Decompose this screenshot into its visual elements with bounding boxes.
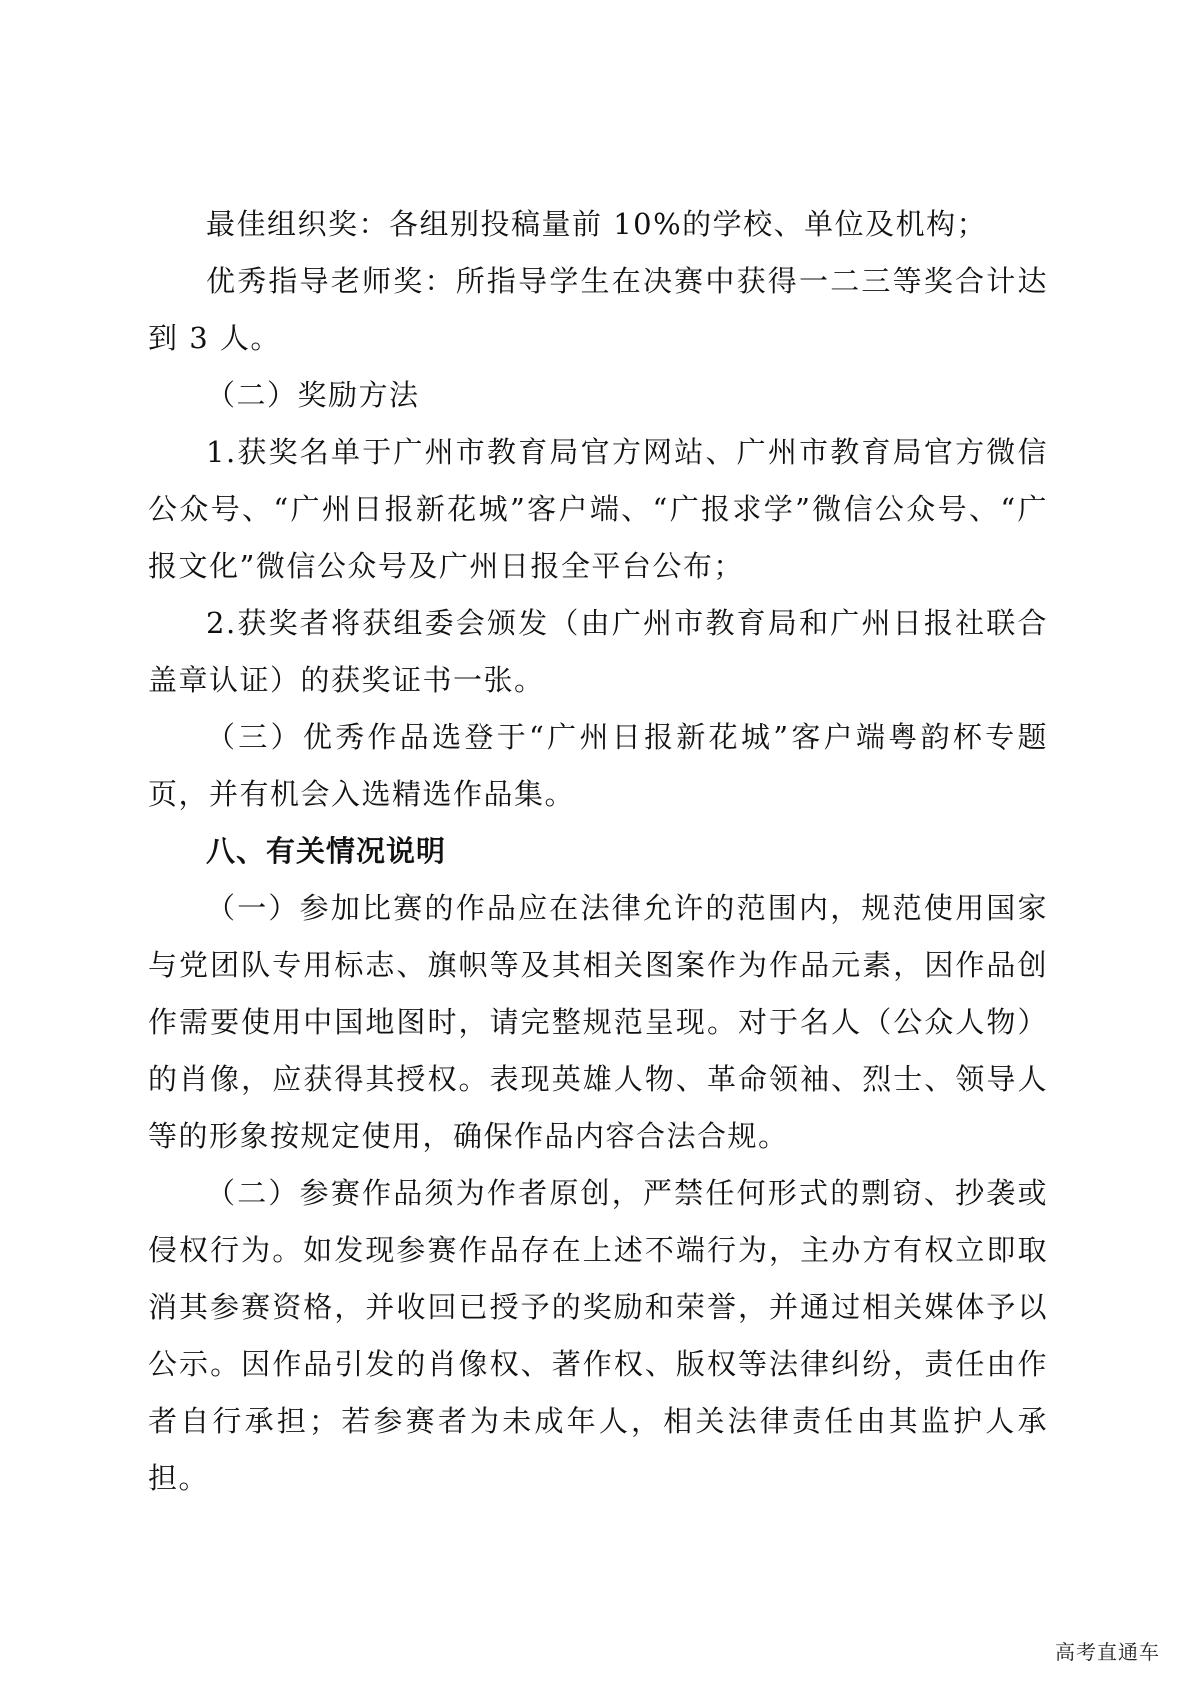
subheading-reward-method: （二）奖励方法 (206, 378, 420, 412)
paragraph-winner-list-publication: 1.获奖名单于广州市教育局官方网站、广州市教育局官方微信公众号、“广州日报新花城”客户端、“广报求学”微信公众号、“广报文化”微信公众号及广州日报全平台公布； (148, 435, 1048, 583)
paragraph-legal-compliance: （一）参加比赛的作品应在法律允许的范围内，规范使用国家与党团队专用标志、旗帜等及其相关图案作为作品元素，因作品创作需要使用中国地图时，请完整规范呈现。对于名人（公众人物）的肖像，应获得其授权。表现英雄人物、革命领袖、烈士、领导人等的形象按规定使用，确保作品内容合法合规。 (148, 891, 1048, 1153)
paragraph-originality: （二）参赛作品须为作者原创，严禁任何形式的剽窃、抄袭或侵权行为。如发现参赛作品存在上述不端行为，主办方有权立即取消其参赛资格，并收回已授予的奖励和荣誉，并通过相关媒体予以公示。因作品引发的肖像权、著作权、版权等法律纠纷，责任由作者自行承担；若参赛者为未成年人，相关法律责任由其监护人承担。 (148, 1176, 1048, 1495)
paragraph-best-organization-award: 最佳组织奖：各组别投稿量前 10%的学校、单位及机构； (206, 207, 988, 241)
document-body (148, 196, 1048, 1507)
paragraph-excellent-works-publication: （三）优秀作品选登于“广州日报新花城”客户端粤韵杯专题页，并有机会入选精选作品集。 (148, 720, 1048, 811)
paragraph-excellent-instructor-award: 优秀指导老师奖：所指导学生在决赛中获得一二三等奖合计达到 3 人。 (148, 264, 1048, 355)
paragraph-certificate: 2.获奖者将获组委会颁发（由广州市教育局和广州日报社联合盖章认证）的获奖证书一张。 (148, 606, 1048, 697)
section-heading-explanations: 八、有关情况说明 (206, 834, 447, 868)
watermark-text: 高考直通车 (1055, 1640, 1160, 1664)
